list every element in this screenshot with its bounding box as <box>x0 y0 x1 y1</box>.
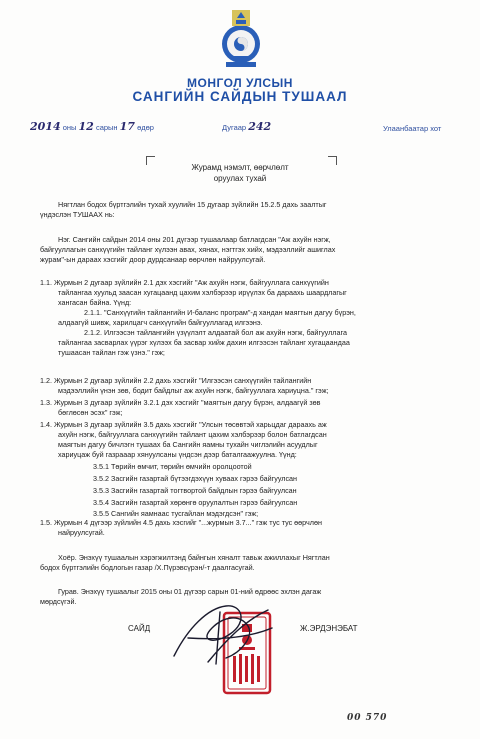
document-serial-handwritten: 00 570 <box>347 713 388 723</box>
month-suffix: сарын <box>95 123 118 132</box>
item-1-1: тушаасан тайлан гэж үзнэ." гэж; <box>58 348 165 357</box>
number-handwritten: 242 <box>248 120 272 133</box>
item-1-1: тайлангаа хуульд заасан хугацаанд цахим хэлбэрээр ирүүлэх ба дараахь шаардлагыг <box>58 288 347 297</box>
paragraph-one: байгууллагын санхүүгийн тайланг хүлээн авах, хянах, нэгтгэх хийх, мэдээллийг ашиглах <box>40 245 336 254</box>
item-1-1: алдаагүй шивж, харилцагч санхүүгийн байгууллагад илгээнэ. <box>58 318 263 327</box>
item-1-2: мэдээллийн үнэн зөв, бодит байдлыг аж ахуйн нэгж, байгууллага хариуцна." гэж; <box>58 386 329 395</box>
intro-line: Нягтлан бодох бүртгэлийн тухай хуулийн 15 дугаар зүйлийн 15.2.5 дахь заалтыг <box>58 200 327 209</box>
item-1-1: хангасан байна. Үүнд: <box>58 298 132 307</box>
item-1-4-sub: 3.5.4 Засгийн газартай хөрөнгө оруулалтын гэрээ байгуулсан <box>93 498 298 507</box>
date-line <box>30 120 154 133</box>
item-1-4: маягтын дагуу бичлэгн тушаах ба Сангийн яамны тухайн чиглэлийн асуудлыг <box>58 440 318 449</box>
item-1-2: 1.2. Журмын 2 дугаар зүйлийн 2.2 дахь хэсгийг "Илгээсэн санхүүгийн тайлангийн <box>40 376 312 385</box>
paragraph-three: Гурав. Энэхүү тушаалыг 2015 оны 01 дүгээр сарын 01-ний өдрөөс эхлэн дагаж <box>58 587 322 596</box>
day-handwritten: 17 <box>119 120 135 133</box>
item-1-1: тайлангаа засварлах үүрэг хүлээх ба засвар хийж дахин илгээсэн тайланг хугацаандаа <box>58 338 350 347</box>
item-1-5: найруулсугай. <box>58 528 105 537</box>
item-1-3: 1.3. Журмын 3 дугаар зүйлийн 3.2.1 дэх хэсгийг "маягтын дагуу бүрэн, алдаагүй зөв <box>40 398 321 407</box>
item-1-4-sub: 3.5.1 Төрийн өмчит, төрийн өмчийн оролцоотой <box>93 462 252 471</box>
org-name-line2: САНГИЙН САЙДЫН ТУШААЛ <box>132 89 348 104</box>
item-1-1: 1.1. Журмын 2 дугаар зүйлийн 2.1 дэх хэсгийг "Аж ахуйн нэгж, байгууллага санхүүгийн <box>40 278 329 287</box>
item-1-4-sub: 3.5.5 Сангийн яамнаас тусгайлан мэдэгдсэн" гэж; <box>93 509 259 518</box>
minister-title: САЙД <box>128 624 151 633</box>
month-handwritten: 12 <box>78 120 94 133</box>
year-handwritten: 2014 <box>30 120 61 133</box>
minister-name: Ж.ЭРДЭНЭБАТ <box>300 624 358 633</box>
item-1-4: 1.4. Журмын 3 дугаар зүйлийн 3.5 дахь хэсгийг "Улсын төсөвтэй харьцдаг дараахь аж <box>40 420 327 429</box>
handwritten-signature <box>168 598 276 668</box>
soyombo-emblem-icon <box>218 6 264 70</box>
item-1-4-sub: 3.5.3 Засгийн газартай тогтвортой байдлын гэрээ байгуулсан <box>93 486 297 495</box>
paragraph-two: Хоёр. Энэхүү тушаалын хэрэгжилтэнд байнгын хяналт тавьж ажиллахыг Нягтлан <box>58 553 330 562</box>
item-1-4-sub: 3.5.2 Засгийн газартай бүтээгдэхүүн хуваах гэрээ байгуулсан <box>93 474 298 483</box>
item-1-3: бөглөсөн эсэх" гэж; <box>58 408 123 417</box>
paragraph-two: бодох бүртгэлийн бодлогын газар /Х.Пүрэвсүрэн/-т даалгасугай. <box>40 563 255 572</box>
org-name-line1: МОНГОЛ УЛСЫН <box>187 76 293 90</box>
title-line2: оруулах тухай <box>213 174 267 183</box>
title-line1: Журамд нэмэлт, өөрчлөлт <box>191 163 289 172</box>
item-1-4: ахуйн нэгж, байгууллага санхүүгийн тайлант цахим хэлбэрээр болон батлагдсан <box>58 430 327 439</box>
item-1-1: 2.1.1. "Санхүүгийн тайлангийн И-баланс програм"-д хандан маягтын дагуу бүрэн, <box>84 308 356 317</box>
item-1-4: хариуцаж буй газрааар хянуулсаны үндсэн дээр баталгаажуулна. Үүнд: <box>58 450 297 459</box>
paragraph-one: Нэг. Сангийн сайдын 2014 оны 201 дүгээр тушаалаар батлагдсан "Аж ахуйн нэгж, <box>58 235 331 244</box>
paragraph-one: журам"-ын дараах хэсгийг доор дурдсанаар өөрчлөн найруулсугай. <box>40 255 266 264</box>
intro-line: үндэслэн ТУШААХ нь: <box>40 210 115 219</box>
number-label: Дугаар <box>222 123 247 132</box>
order-number <box>222 120 271 133</box>
place: Улаанбаатар хот <box>383 124 442 133</box>
item-1-1: 2.1.2. Илгээсэн тайлангийн үзүүлэлт алдаатай бол аж ахуйн нэгж, байгууллага <box>84 328 347 337</box>
year-suffix: оны <box>62 123 77 132</box>
day-suffix: өдөр <box>137 123 154 132</box>
item-1-5: 1.5. Журмын 4 дүгээр зүйлийн 4.5 дахь хэсгийг "...журмын 3.7..." гэж тус тус өөрчлөн <box>40 518 322 527</box>
paragraph-three: мөрдсүгэй. <box>40 597 77 606</box>
